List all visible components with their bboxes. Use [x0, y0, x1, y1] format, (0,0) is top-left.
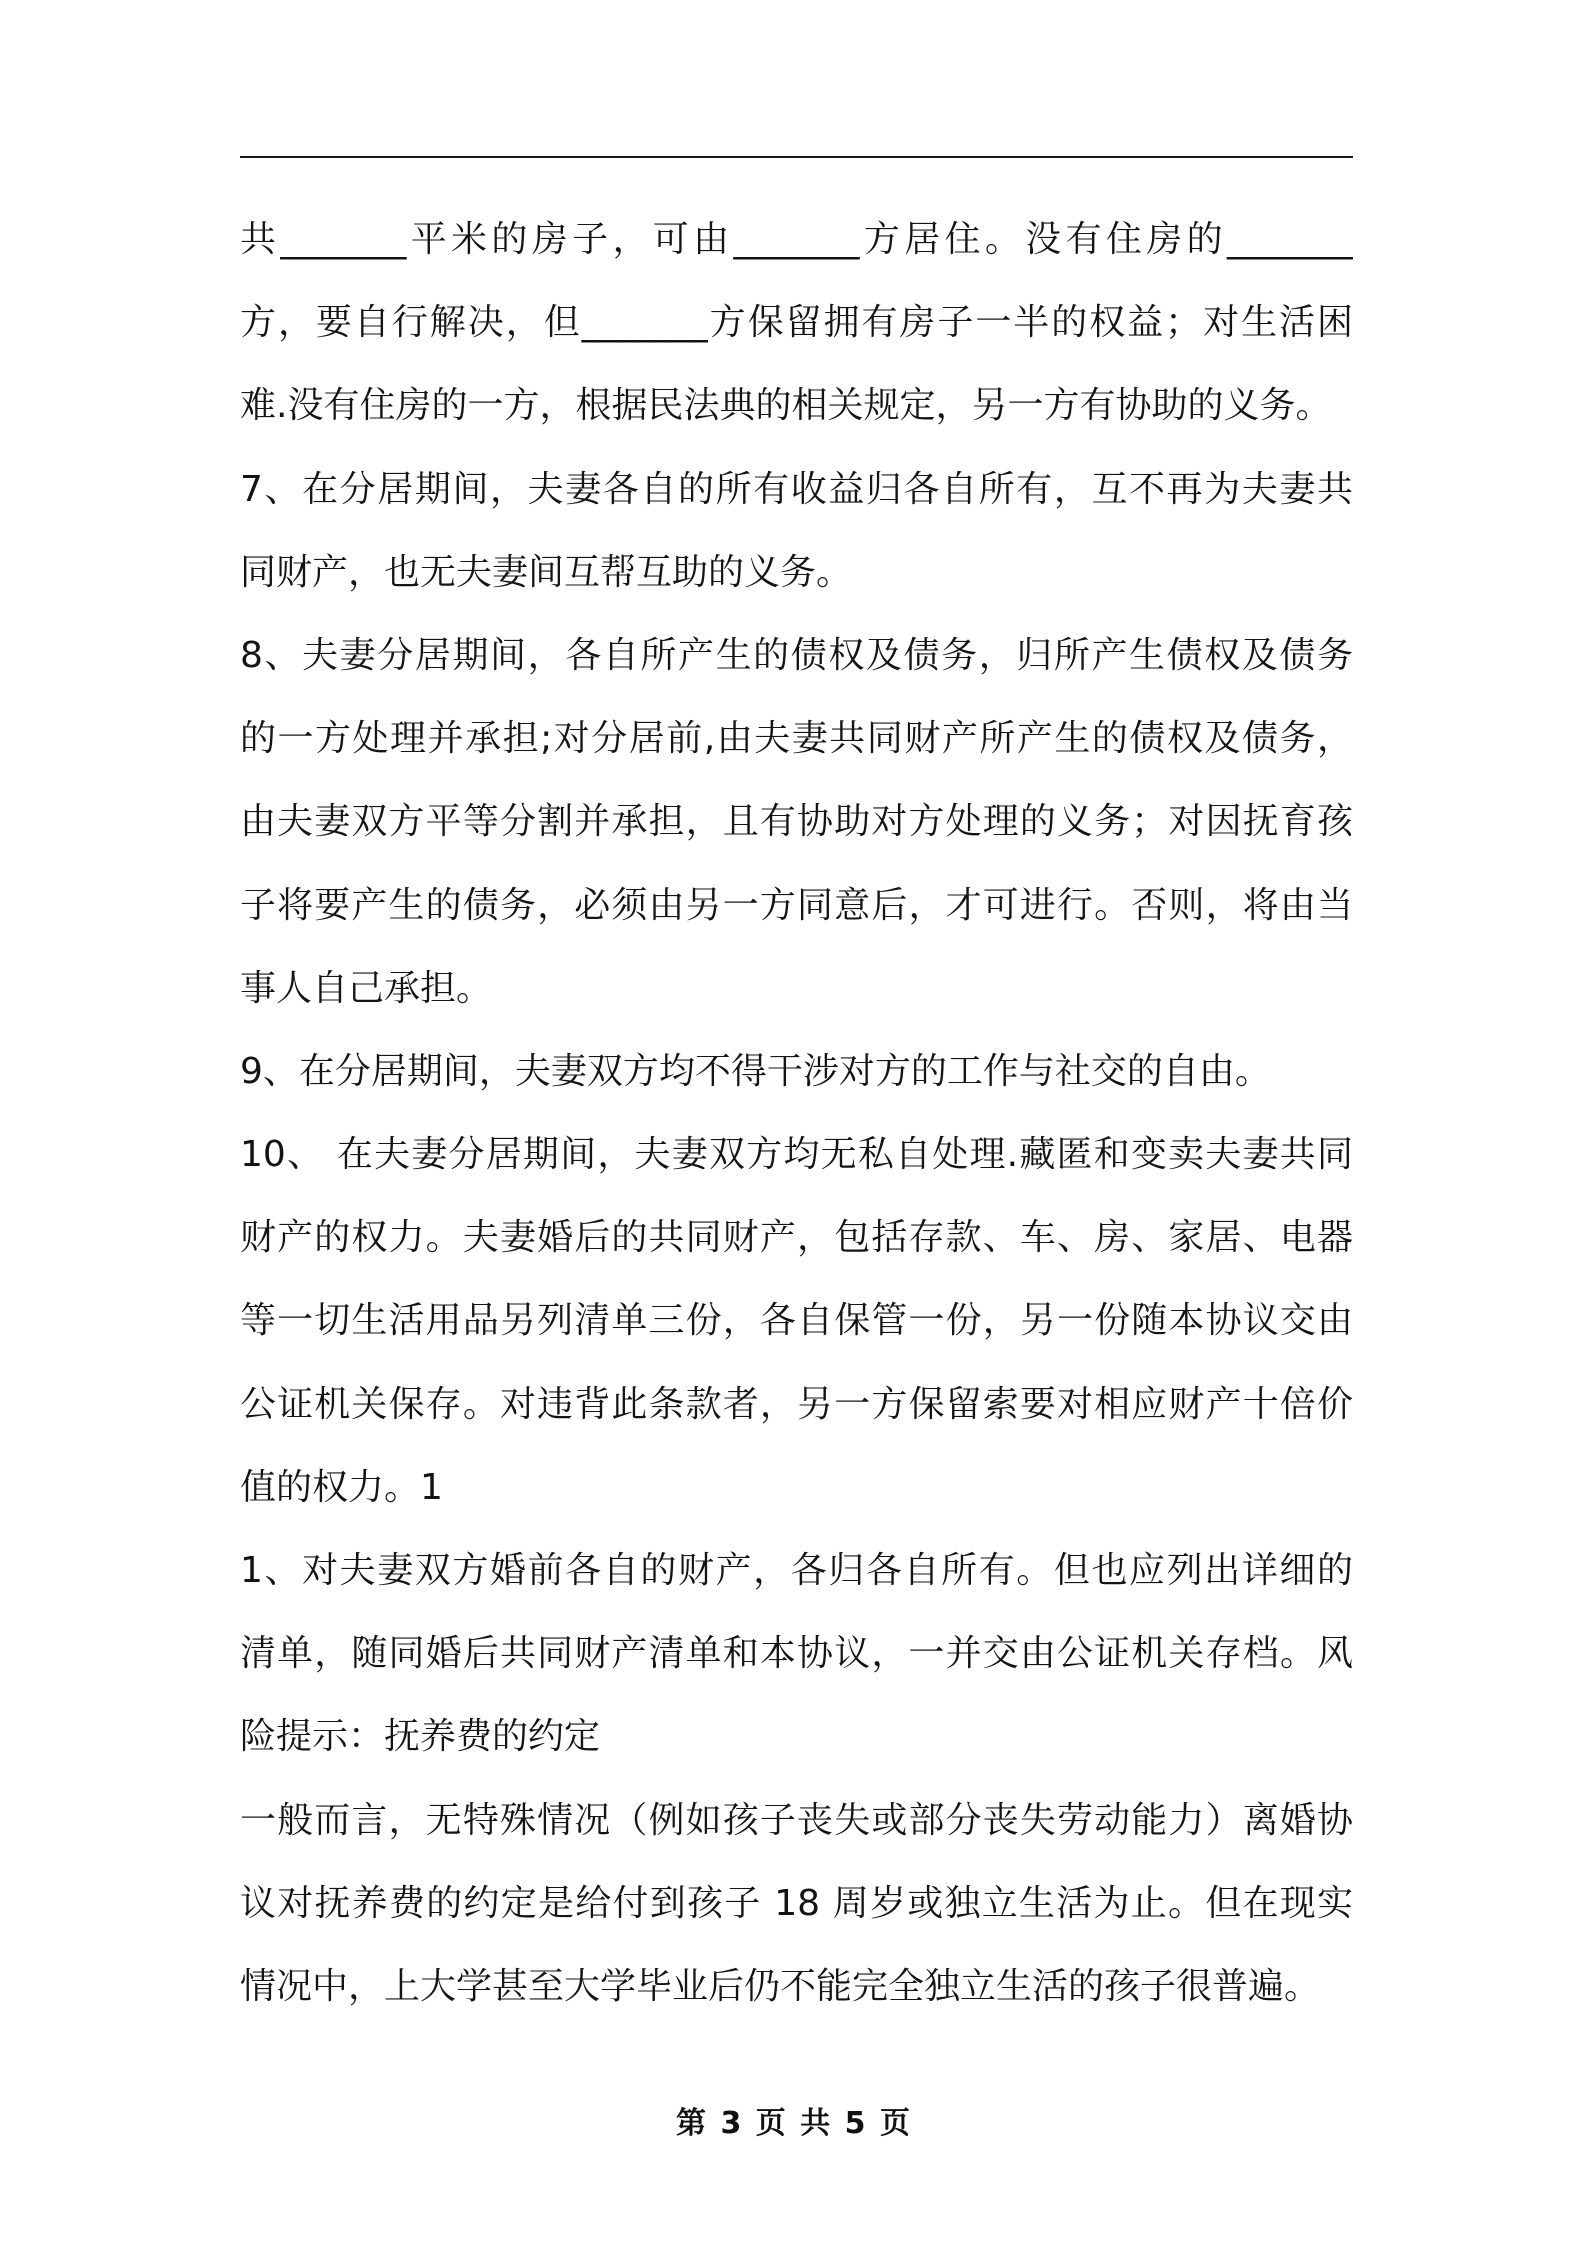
- text-line: 情况中，上大学甚至大学毕业后仍不能完全独立生活的孩子很普遍。: [240, 1965, 1321, 2007]
- text-line: 事人自己承担。: [240, 967, 493, 1009]
- text-line: 一般而言，无特殊情况（例如孩子丧失或部分丧失劳动能力）离婚协: [240, 1799, 1353, 1841]
- text-line: 9、在分居期间，夫妻双方均不得干涉对方的工作与社交的自由。: [240, 1050, 1271, 1092]
- text-line: 险提示：抚养费的约定: [240, 1716, 601, 1758]
- document-body: [240, 198, 1353, 2028]
- header-divider: [240, 156, 1353, 158]
- text-line: 子将要产生的债务，必须由另一方同意后，才可进行。否则，将由当: [240, 884, 1353, 926]
- text-line: 由夫妻双方平等分割并承担，且有协助对方处理的义务；对因抚育孩: [240, 801, 1353, 843]
- text-line: 难.没有住房的一方，根据民法典的相关规定，另一方有协助的义务。: [240, 385, 1332, 427]
- page-number: 第 3 页 共 5 页: [676, 2106, 910, 2141]
- text-line: 7、在分居期间，夫妻各自的所有收益归各自所有，互不再为夫妻共: [240, 468, 1353, 510]
- text-line: 财产的权力。夫妻婚后的共同财产，包括存款、车、房、家居、电器: [240, 1217, 1353, 1259]
- text-line: 的一方处理并承担;对分居前,由夫妻共同财产所产生的债权及债务，: [240, 718, 1353, 760]
- text-line: 清单，随同婚后共同财产清单和本协议，一并交由公证机关存档。风: [240, 1633, 1353, 1675]
- text-line: 共_______平米的房子，可由_______方居住。没有住房的_______: [240, 219, 1353, 260]
- text-line: 8、夫妻分居期间，各自所产生的债权及债务，归所产生债权及债务: [240, 634, 1353, 676]
- text-line: 方，要自行解决，但_______方保留拥有房子一半的权益；对生活困: [240, 302, 1353, 344]
- text-line: 同财产，也无夫妻间互帮互助的义务。: [240, 551, 853, 593]
- text-line: 1、对夫妻双方婚前各自的财产，各归各自所有。但也应列出详细的: [240, 1550, 1353, 1591]
- text-line: 10、 在夫妻分居期间，夫妻双方均无私自处理.藏匿和变卖夫妻共同: [240, 1134, 1353, 1176]
- text-line: 公证机关保存。对违背此条款者，另一方保留索要对相应财产十倍价: [240, 1383, 1353, 1425]
- text-line: 值的权力。1: [240, 1466, 443, 1508]
- text-line: 议对抚养费的约定是给付到孩子 18 周岁或独立生活为止。但在现实: [240, 1882, 1353, 1924]
- text-line: 等一切生活用品另列清单三份，各自保管一份，另一份随本协议交由: [240, 1300, 1353, 1342]
